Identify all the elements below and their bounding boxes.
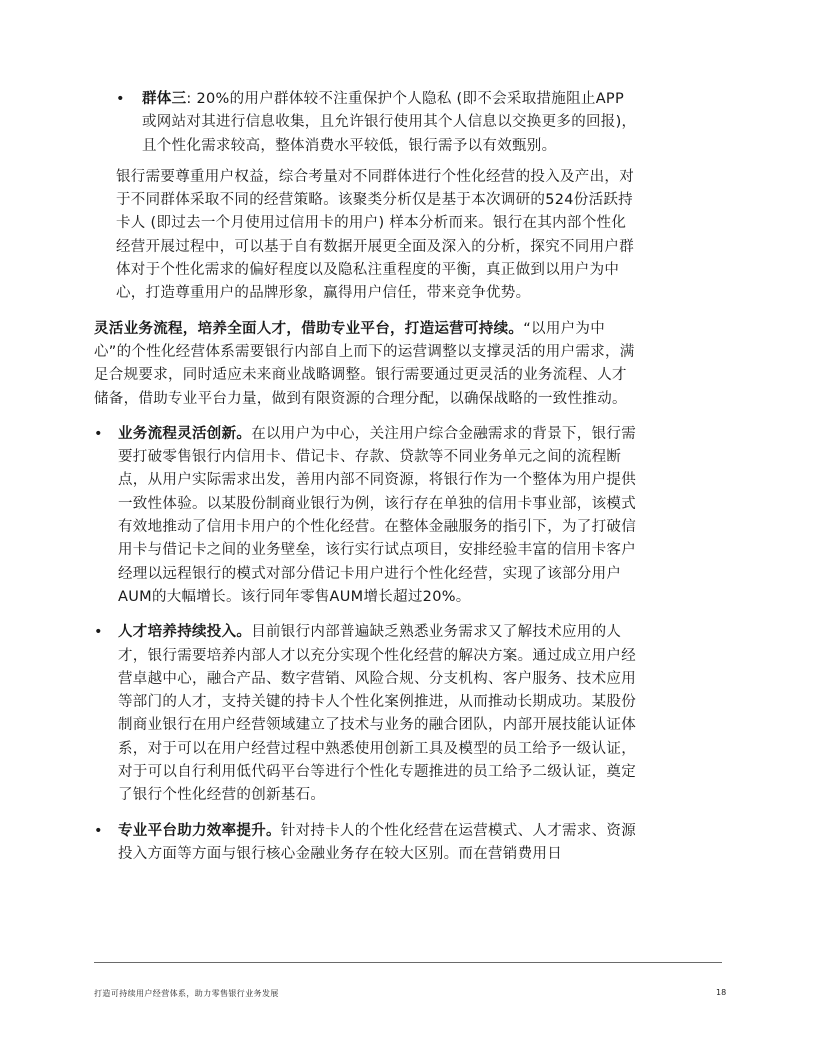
bullet-body: 在以用户为中心，关注用户综合金融需求的背景下，银行需要打破零售银行内信用卡、借记卡、存款、贷款等不同业务单元之间的流程断点，从用户实际需求出发，善用内部不同资源，将银行作为一个整体为用户提供一致性体验。以某股份制商业银行为例，该行存在单独的信用卡事业部，该模式有效地推动了信用卡用户的个性化经营。在整体金融服务的指引下，为了打破信用卡与借记卡之间的业务壁垒，该行实行试点项目，安排经验丰富的信用卡客户经理以远程银行的模式对部分借记卡用户进行个性化经营，实现了该部分用户AUM的大幅增长。该行同年零售AUM增长超过20%。 bbox=[118, 425, 637, 605]
footer-divider bbox=[94, 962, 722, 963]
bullet-body: : 20%的用户群体较不注重保护个人隐私 (即不会采取措施阻止APP或网站对其进行信息收集，且允许银行使用其个人信息以交换更多的回报)，且个性化需求较高，整体消费水平较低，银行需予以有效甄别。 bbox=[142, 91, 637, 154]
section-heading: 灵活业务流程，培养全面人才，借助专业平台，打造运营可持续。 bbox=[94, 320, 524, 337]
page-number: 18 bbox=[716, 988, 727, 997]
section-body: “以用户为中心”的个性化经营体系需要银行内部自上而下的运营调整以支撑灵活的用户需求，满足合规要求，同时适应未来商业战略调整。银行需要通过更灵活的业务流程、人才储备，借助专业平台力量，做到有限资源的合理分配，以确保战略的一致性推动。 bbox=[94, 320, 635, 407]
bullet-icon: • bbox=[116, 91, 125, 107]
bullet-body: 目前银行内部普遍缺乏熟悉业务需求又了解技术应用的人才，银行需要培养内部人才以充分实现个性化经营的解决方案。通过成立用户经营卓越中心，融合产品、数字营销、风险合规、分支机构、客户服务、技术应用等部门的人才，支持关键的持卡人个性化案例推进，从而推动长期成功。某股份制商业银行在用户经营领域建立了技术与业务的融合团队，内部开展技能认证体系，对于可以在用户经营过程中熟悉使用创新工具及模型的员工给予一级认证，对于可以自行利用低代码平台等进行个性化专题推进的员工给予二级认证，奠定了银行个性化经营的创新基石。 bbox=[118, 624, 636, 804]
bullet-title: 群体三 bbox=[142, 91, 187, 107]
footer-title: 打造可持续用户经营体系，助力零售银行业务发展 bbox=[94, 989, 279, 998]
bullet-icon: • bbox=[94, 822, 103, 839]
section-paragraph bbox=[94, 318, 638, 411]
bullet-item-talent bbox=[94, 621, 638, 807]
bullet-text bbox=[118, 621, 638, 807]
bullet-text bbox=[142, 88, 638, 158]
main-content bbox=[94, 88, 638, 866]
bullet-body: 针对持卡人的个性化经营在运营模式、人才需求、资源投入方面等方面与银行核心金融业务存在较大区别。而在营销费用日 bbox=[118, 822, 637, 862]
bullet-title: 人才培养持续投入。 bbox=[118, 624, 252, 641]
bullet-item-process bbox=[94, 423, 638, 609]
intro-paragraph: 银行需要尊重用户权益，综合考量对不同群体进行个性化经营的投入及产出，对于不同群体采取不同的经营策略。该聚类分析仅是基于本次调研的524份活跃持卡人 (即过去一个月使用过信用卡的用户) 样本分析而来。银行在其内部个性化经营开展过程中，可以基于自有数据开展更全面及深入的分析，探究不同用户群体对于个性化需求的偏好程度以及隐私注重程度的平衡，真正做到以用户为中心，打造尊重用户的品牌形象，赢得用户信任，带来竞争优势。 bbox=[116, 168, 634, 302]
bullet-text bbox=[118, 423, 638, 609]
bullet-title: 业务流程灵活创新。 bbox=[118, 425, 252, 442]
bullet-item-platform bbox=[94, 820, 638, 867]
bullet-title: 专业平台助力效率提升。 bbox=[118, 822, 281, 839]
bullet-icon: • bbox=[94, 425, 103, 442]
bullet-item-group3 bbox=[116, 88, 638, 158]
bullet-icon: • bbox=[94, 624, 103, 641]
bullet-text bbox=[118, 820, 638, 867]
